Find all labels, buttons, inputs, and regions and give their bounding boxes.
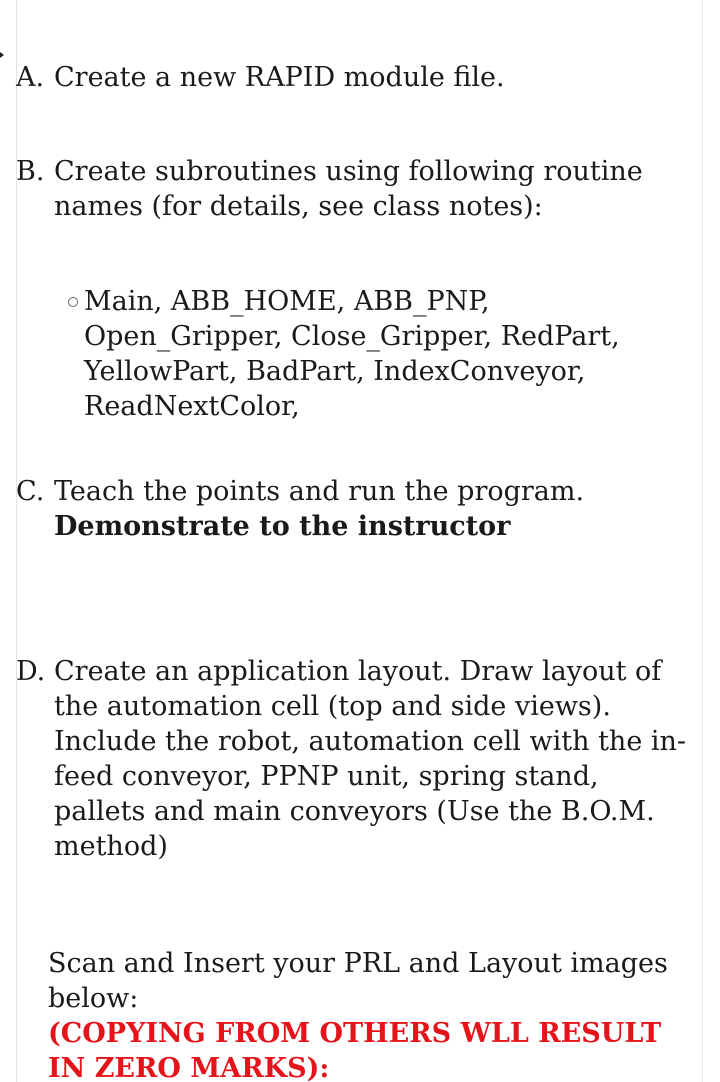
hollow-bullet-icon <box>68 297 78 307</box>
step-d <box>16 654 696 864</box>
warning-text: (COPYING FROM OTHERS WLL RESULT IN ZERO MARKS): <box>48 1018 662 1082</box>
step-b-text: Create subroutines using following routine names (for details, see class notes): <box>54 156 643 222</box>
page-right-border <box>702 0 703 1082</box>
instruction-note <box>48 946 698 1082</box>
step-a-label: A. <box>16 62 45 93</box>
step-b <box>16 154 696 224</box>
routine-list-text: Main, ABB_HOME, ABB_PNP, Open_Gripper, Close_Gripper, RedPart, YellowPart, BadPart, IndexConveyor, ReadNextColor, <box>84 286 620 422</box>
step-a-text: Create a new RAPID module file. <box>54 62 505 93</box>
step-c-label: C. <box>16 476 45 507</box>
step-c-emphasis: Demonstrate to the instructor <box>54 511 511 542</box>
routine-list-item <box>68 284 688 424</box>
step-d-label: D. <box>16 656 46 687</box>
step-c <box>16 474 696 544</box>
step-c-text: Teach the points and run the program. <box>54 476 585 507</box>
step-a <box>16 60 696 95</box>
cursor-marker-icon <box>0 52 4 58</box>
instruction-text: Scan and Insert your PRL and Layout images below: <box>48 948 668 1014</box>
step-b-label: B. <box>16 156 45 187</box>
step-d-text: Create an application layout. Draw layout of the automation cell (top and side views). Include the robot, automation cell with the in-feed conveyor, PPNP unit, spring stand, pallets and main conveyors (Use the B.O.M. method) <box>54 656 687 862</box>
